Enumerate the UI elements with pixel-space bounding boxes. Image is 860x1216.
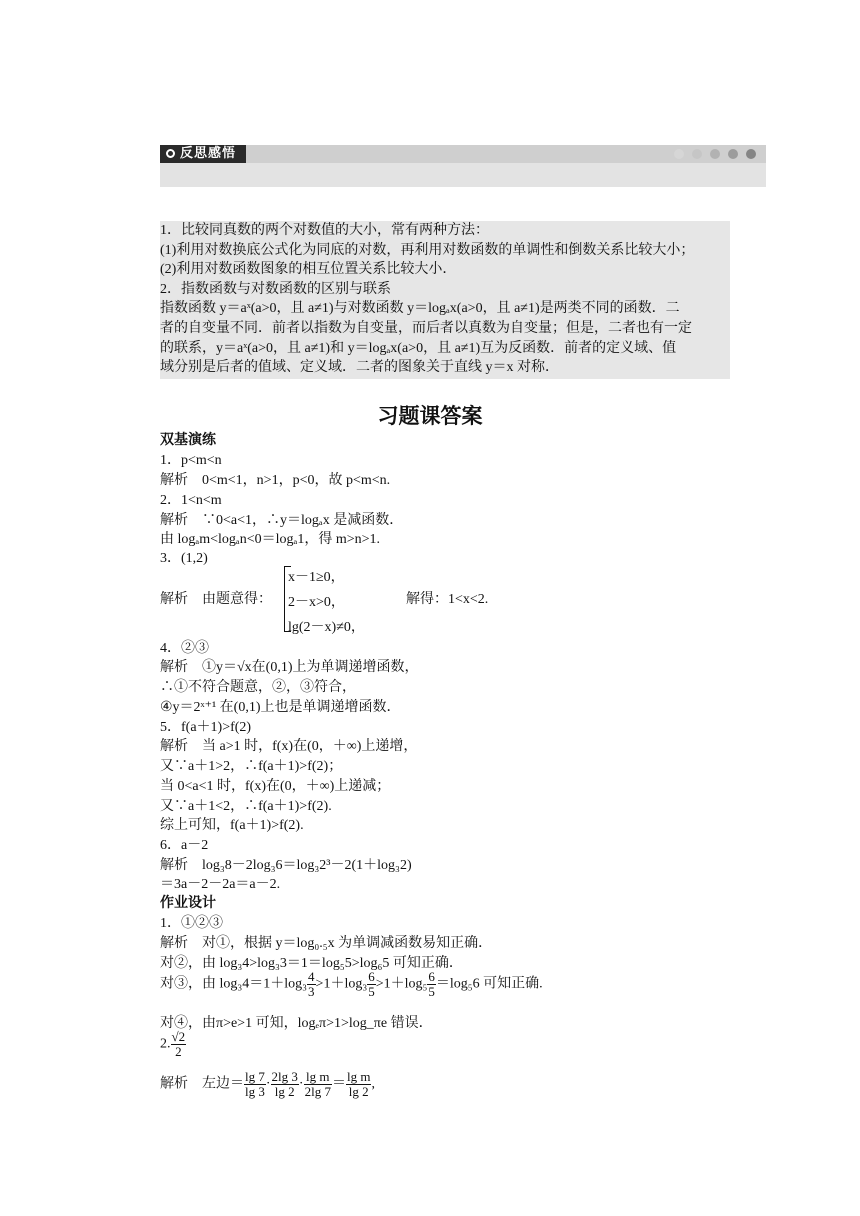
- solution-line: ∴①不符合题意，②，③符合，: [160, 680, 356, 695]
- denominator: 5: [428, 984, 435, 999]
- fraction: [304, 1070, 332, 1099]
- dot-icon: [710, 149, 720, 159]
- solution-line: 解析 log₃8－2log₃6＝log₃2³－2(1＋log₃2): [160, 858, 412, 873]
- solution-line: 对④，由π>e>1 可知，logₑπ>1>log_πe 错误．: [160, 1016, 433, 1031]
- dot-icon: [728, 149, 738, 159]
- circle-icon: [166, 149, 175, 158]
- section-title: 作业设计: [160, 895, 216, 911]
- denominator: lg 3: [245, 1084, 265, 1099]
- answer-line: 4．②③: [160, 641, 209, 656]
- summary-line: 2．指数函数与对数函数的区别与联系: [160, 281, 391, 297]
- summary-line: 指数函数 y＝aˣ(a>0，且 a≠1)与对数函数 y＝logₐx(a>0，且 a≠1)是两类不同的函数．二: [160, 301, 680, 317]
- text-segment: 解析 左边＝: [160, 1076, 244, 1092]
- text-segment: ＝log₅6 可知正确.: [435, 976, 543, 992]
- solution-line: 当 0<a<1 时，f(x)在(0，＋∞)上递减；: [160, 779, 391, 794]
- dot-icon: [746, 149, 756, 159]
- fraction: [367, 970, 376, 999]
- section-banner: [160, 145, 766, 187]
- fraction: [307, 970, 316, 999]
- fraction: [427, 970, 436, 999]
- banner-tab: [160, 145, 246, 163]
- summary-line: 的联系，y＝aˣ(a>0，且 a≠1)和 y＝logₐx(a>0，且 a≠1)互为反函数．前者的定义域、值: [160, 340, 677, 356]
- solution-line-fractions: [160, 970, 543, 999]
- answer-line: 1．①②③: [160, 916, 223, 931]
- numerator: 6: [428, 969, 435, 984]
- numerator: 4: [308, 969, 315, 984]
- text-segment: ,: [371, 1076, 375, 1092]
- solution-line: 又∵a＋1<2，∴f(a＋1)>f(2).: [160, 799, 332, 814]
- section-title: 双基演练: [160, 432, 216, 448]
- fraction: [346, 1070, 371, 1099]
- condition-result: 解得：1<x<2.: [406, 592, 489, 607]
- solution-line: 综上可知，f(a＋1)>f(2).: [160, 818, 304, 833]
- text-segment: >1＋log₃: [315, 976, 368, 992]
- denominator: 2: [175, 1044, 182, 1059]
- banner-dots: [674, 149, 756, 159]
- answer-line: 5．f(a＋1)>f(2): [160, 720, 252, 735]
- solution-line: 解析 ∵0<a<1，∴y＝logₐx 是减函数．: [160, 513, 404, 528]
- summary-box: [160, 221, 730, 379]
- fraction: [271, 1070, 299, 1099]
- solution-line: 解析 0<m<1，n>1，p<0，故 p<m<n.: [160, 473, 391, 488]
- solution-line-fractions: 解析 左边＝ $\frac{\lg 7}{\lg 3}$ · $\frac{2\lg 3}{\lg 2}$ · $\frac{\text{lg m}}{2\lg 7}$ ＝ $\frac{\text{lg m}}{\lg 2}$ ,: [160, 1069, 375, 1099]
- page-title: 习题课答案: [377, 404, 483, 428]
- numerator: lg m: [346, 1069, 371, 1084]
- answer-line: 1．p<m<n: [160, 453, 222, 468]
- solution-line: 由 logₐm<logₐn<0＝logₐ1，得 m>n>1.: [160, 532, 381, 547]
- banner-title: 反思感悟: [180, 146, 237, 161]
- solution-line: 解析 ①y＝√x在(0,1)上为单调递增函数，: [160, 660, 419, 675]
- denominator: lg 2: [274, 1084, 295, 1099]
- summary-line: (1)利用对数换底公式化为同底的对数，再利用对数函数的单调性和倒数关系比较大小；: [160, 242, 695, 258]
- denominator: 5: [368, 984, 375, 999]
- solution-line: ＝3a－2－2a＝a－2.: [160, 877, 281, 892]
- answer-line: 2．1<n<m: [160, 493, 222, 508]
- condition: lg(2－x)≠0，: [288, 620, 365, 635]
- solution-line: 对②，由 log₃4>log₃3＝1＝log₅5>log₆5 可知正确．: [160, 956, 463, 971]
- summary-line: 1．比较同真数的两个对数值的大小，常有两种方法：: [160, 223, 489, 238]
- numerator: 2lg 3: [271, 1069, 298, 1084]
- dot-icon: [674, 149, 684, 159]
- question-number: 2.: [160, 1036, 171, 1052]
- solution-line: 又∵a＋1>2，∴f(a＋1)>f(2)；: [160, 759, 343, 774]
- answer-line: 6．a－2: [160, 838, 209, 853]
- summary-line: 者的自变量不同．前者以指数为自变量，而后者以真数为自变量；但是，二者也有一定: [160, 320, 692, 336]
- numerator: 6: [368, 969, 375, 984]
- condition: 2－x>0，: [288, 595, 345, 610]
- denominator: 2lg 7: [304, 1084, 331, 1099]
- text-segment: >1＋log₅: [375, 976, 428, 992]
- summary-line: (2)利用对数函数图象的相互位置关系比较大小．: [160, 262, 457, 278]
- answer-line: [160, 1030, 186, 1059]
- text-segment: 对③，由 log₃4＝1＋log₃: [160, 976, 308, 992]
- fraction: [171, 1030, 187, 1059]
- banner-strip: [160, 145, 766, 163]
- solution-line: ④y＝2ˣ⁺¹ 在(0,1)上也是单调递增函数．: [160, 700, 401, 715]
- solution-prefix: 解析 由题意得：: [160, 592, 272, 607]
- fraction: [244, 1070, 266, 1099]
- dot-icon: [692, 149, 702, 159]
- summary-line: 域分别是后者的值域、定义域．二者的图象关于直线 y＝x 对称．: [160, 360, 559, 376]
- answer-line: 3．(1,2): [160, 551, 208, 566]
- numerator: lg m: [304, 1070, 332, 1085]
- condition: x－1≥0，: [288, 570, 345, 585]
- text-segment: ＝: [331, 1076, 346, 1092]
- solution-line: 解析 当 a>1 时，f(x)在(0，＋∞)上递增，: [160, 739, 418, 754]
- denominator: 3: [308, 984, 315, 999]
- numerator: √2: [171, 1029, 186, 1044]
- numerator: lg 7: [245, 1069, 265, 1084]
- solution-line: 解析 对①，根据 y＝log₀.₅x 为单调减函数易知正确．: [160, 936, 493, 951]
- denominator: lg 2: [348, 1084, 369, 1099]
